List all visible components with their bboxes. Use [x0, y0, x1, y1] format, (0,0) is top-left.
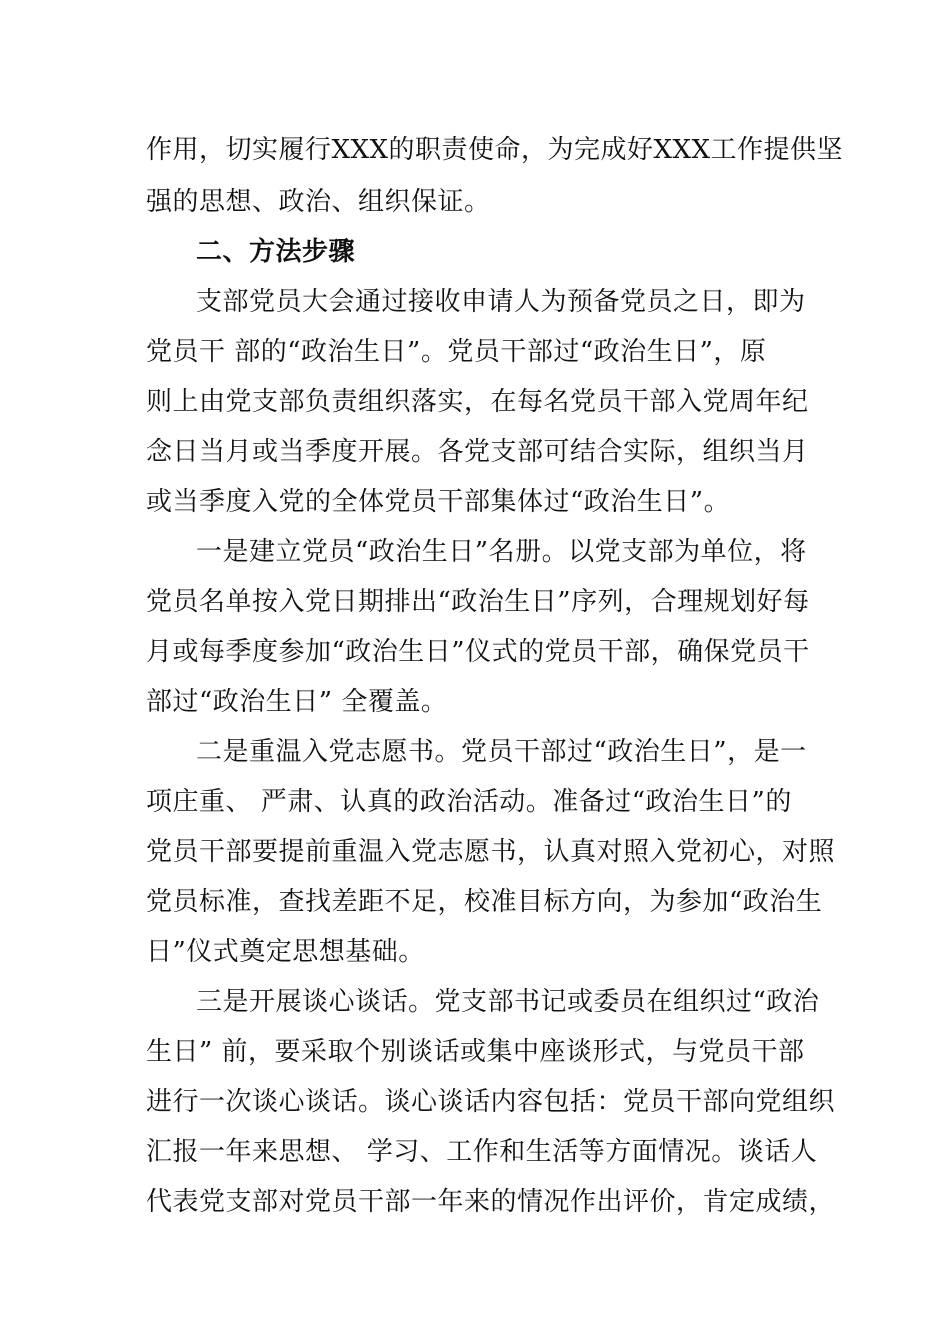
paragraph-line: 代表党支部对党员干部一年来的情况作出评价，肯定成绩， — [146, 1187, 836, 1217]
paragraph-line: 日”仪式奠定思想基础。 — [146, 937, 425, 967]
paragraph-line: 一是建立党员“政治生日”名册。以党支部为单位，将 — [196, 537, 807, 567]
paragraph-line: 党员标准，查找差距不足，校准目标方向，为参加“政治生 — [146, 887, 823, 917]
paragraph-line: 作用，切实履行XXX的职责使命，为完成好XXX工作提供坚 — [146, 135, 844, 165]
paragraph-line: 或当季度入党的全体党员干部集体过“政治生日”。 — [146, 487, 731, 517]
paragraph-line: 进行一次谈心谈话。谈心谈话内容包括：党员干部向党组织 — [146, 1087, 836, 1117]
paragraph-line: 党员干部要提前重温入党志愿书，认真对照入党初心，对照 — [146, 837, 836, 867]
section-heading: 二、方法步骤 — [196, 237, 356, 267]
paragraph-line: 三是开展谈心谈话。党支部书记或委员在组织过“政治 — [196, 987, 820, 1017]
paragraph-line: 党员名单按入党日期排出“政治生日”序列，合理规划好每 — [146, 587, 810, 617]
paragraph-line: 生日” 前，要采取个别谈话或集中座谈形式，与党员干部 — [146, 1037, 805, 1067]
paragraph-line: 支部党员大会通过接收申请人为预备党员之日，即为 — [196, 287, 806, 317]
paragraph-line: 二是重温入党志愿书。党员干部过“政治生日”，是一 — [196, 737, 807, 767]
paragraph-line: 月或每季度参加“政治生日”仪式的党员干部，确保党员干 — [146, 637, 810, 667]
paragraph-line: 念日当月或当季度开展。各党支部可结合实际，组织当月 — [146, 437, 809, 467]
paragraph-line: 部过“政治生日” 全覆盖。 — [146, 687, 448, 717]
paragraph-line: 党员干 部的“政治生日”。党员干部过“政治生日”，原 — [146, 337, 767, 367]
paragraph-line: 项庄重、 严肃、认真的政治活动。准备过“政治生日”的 — [146, 787, 792, 817]
paragraph-line: 汇报一年来思想、 学习、工作和生活等方面情况。谈话人 — [146, 1137, 818, 1167]
paragraph-line: 强的思想、政治、组织保证。 — [146, 187, 491, 217]
paragraph-line: 则上由党支部负责组织落实，在每名党员干部入党周年纪 — [146, 387, 809, 417]
